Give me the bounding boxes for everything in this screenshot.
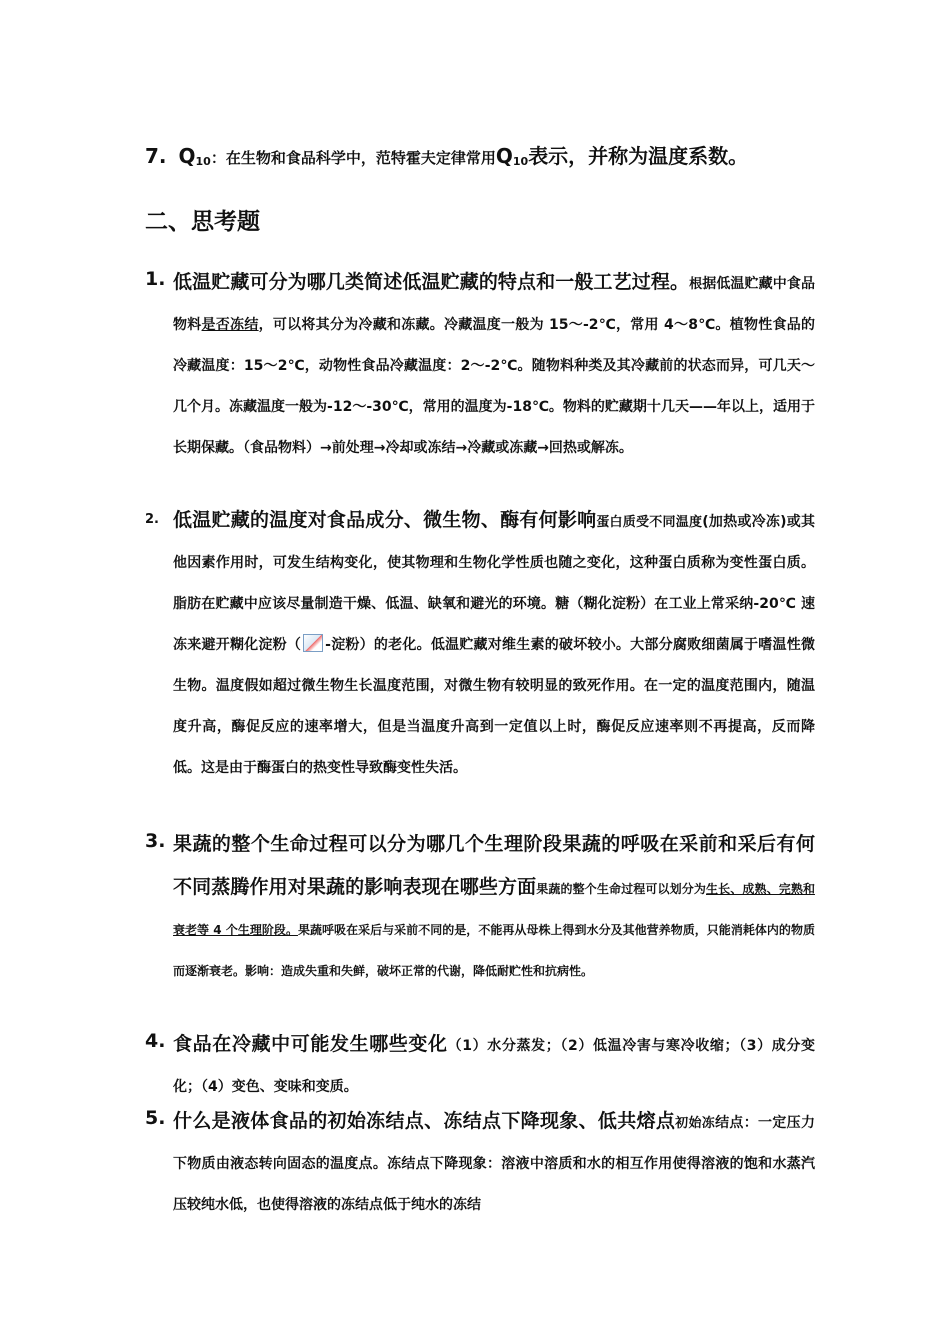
question-4 xyxy=(145,1024,815,1108)
question-text: 低温贮藏可分为哪几类简述低温贮藏的特点和一般工艺过程。 xyxy=(173,271,690,293)
q-subscript-2: 10 xyxy=(512,155,529,168)
question-number: 4. xyxy=(145,1030,166,1052)
question-number: 2. xyxy=(145,512,159,527)
question-number: 3. xyxy=(145,830,166,852)
answer-text-2: ，可以将其分为冷藏和冻藏。冷藏温度一般为 15～-2℃，常用 4～8℃。植物性食品的冷藏温度：15～2℃，动物性食品冷藏温度：2～-2℃。随物料种类及其冷藏前的状态而异，可几天～几个月。冻藏温度一般为-12～-30℃，常用的温度为-18℃。物料的贮藏期十几天——年以上，适用于长期保藏。（食品物料）→前处理→冷却或冻结→冷藏或冻藏→回热或解冻。 xyxy=(173,317,816,456)
item-number: 7. xyxy=(145,144,167,168)
q-symbol-2: Q xyxy=(495,144,513,168)
answer-lead: 初始冻 xyxy=(675,1116,716,1131)
question-text: 果蔬的整个生命过程可以分为哪几个生理阶段果蔬的呼吸在采前和采后有何不同蒸腾作用对果蔬的影响表现在哪些方面 xyxy=(173,833,815,898)
answer-lead: 果蔬的整个生 xyxy=(536,882,610,896)
answer-text-2: -淀粉）的老化。低温贮藏对维生素的破坏较小。大部分腐败细菌属于嗜温性微生物。温度假如超过微生物生长温度范围，对微生物有较明显的致死作用。在一定的温度范围内，随温度升高，酶促反应的速率增大，但是当温度升高到一定值以上时，酶促反应速率则不再提高，反而降低。这是由于酶蛋白的热变性导致酶变性失活。 xyxy=(173,637,816,776)
q-symbol: Q xyxy=(178,144,196,168)
question-text: 什么是液体食品的初始冻结点、冻结点下降现象、低共熔点 xyxy=(173,1110,676,1132)
question-1 xyxy=(145,262,815,469)
answer-underlined: 是否冻结 xyxy=(201,317,259,333)
question-number: 1. xyxy=(145,268,166,290)
q-subscript: 10 xyxy=(195,155,211,168)
question-body xyxy=(173,262,815,469)
question-3 xyxy=(145,824,815,992)
question-text: 低温贮藏的温度对食品成分、微生物、酶有何影响 xyxy=(173,509,597,531)
question-body xyxy=(173,1024,815,1108)
definition-7 xyxy=(145,142,748,176)
question-number: 5. xyxy=(145,1107,166,1129)
section-title: 二、思考题 xyxy=(145,209,260,235)
question-2 xyxy=(145,500,815,789)
answer-text-2: 果蔬呼吸在采后与采前不同的是，不能再从母株上得到水分及其他营养物质，只能消耗体内的物质而逐渐衰老。影响：造成失重和失鲜，破坏正常的代谢，降低耐贮性和抗病性。 xyxy=(173,923,815,978)
question-body xyxy=(173,824,815,992)
answer-text: 命过程可以划分为 xyxy=(609,882,706,896)
question-body xyxy=(173,1101,815,1226)
answer-text: 结点：一定压力下物质由液态转向固态的温度点。冻结点下降现象：溶液中溶质和水的相互作用使得溶液的饱和水蒸汽压较纯水低，也使得溶液的冻结点低于纯水的冻结 xyxy=(173,1115,815,1213)
answer-text: （1）水分蒸发；（2）低温冷害与寒冷收缩；（3）成分变化；（4）变色、变味和变质。 xyxy=(173,1038,815,1095)
question-body xyxy=(173,500,815,789)
definition-text: ：在生物和食品科学中，范特霍夫定律常用 xyxy=(210,149,496,167)
answer-lead: 根 xyxy=(689,277,703,292)
question-5 xyxy=(145,1101,815,1226)
answer-text: (加热或冷冻)或其他因素作用时，可发生结构变化，使其物理和生物化学性质也随之变化，这种蛋白质称为变性蛋白质。脂肪在贮藏中应该尽量制造干燥、低温、缺氧和避光的环境。糖（糊化淀粉）在工业上常采纳-20℃ 速冻来避开糊化淀粉（ xyxy=(173,514,815,653)
question-text: 食品在冷藏中可能发生哪些变化 xyxy=(173,1033,448,1055)
broken-image-icon xyxy=(303,634,323,652)
definition-tail: 表示，并称为温度系数。 xyxy=(528,144,749,168)
answer-underlined: 生长、成熟、完熟和衰老等 4 个生理阶段。 xyxy=(173,882,815,937)
answer-text: 据低温贮藏中食品物料 xyxy=(173,276,815,333)
answer-lead: 蛋白质受不同温度 xyxy=(596,515,703,530)
